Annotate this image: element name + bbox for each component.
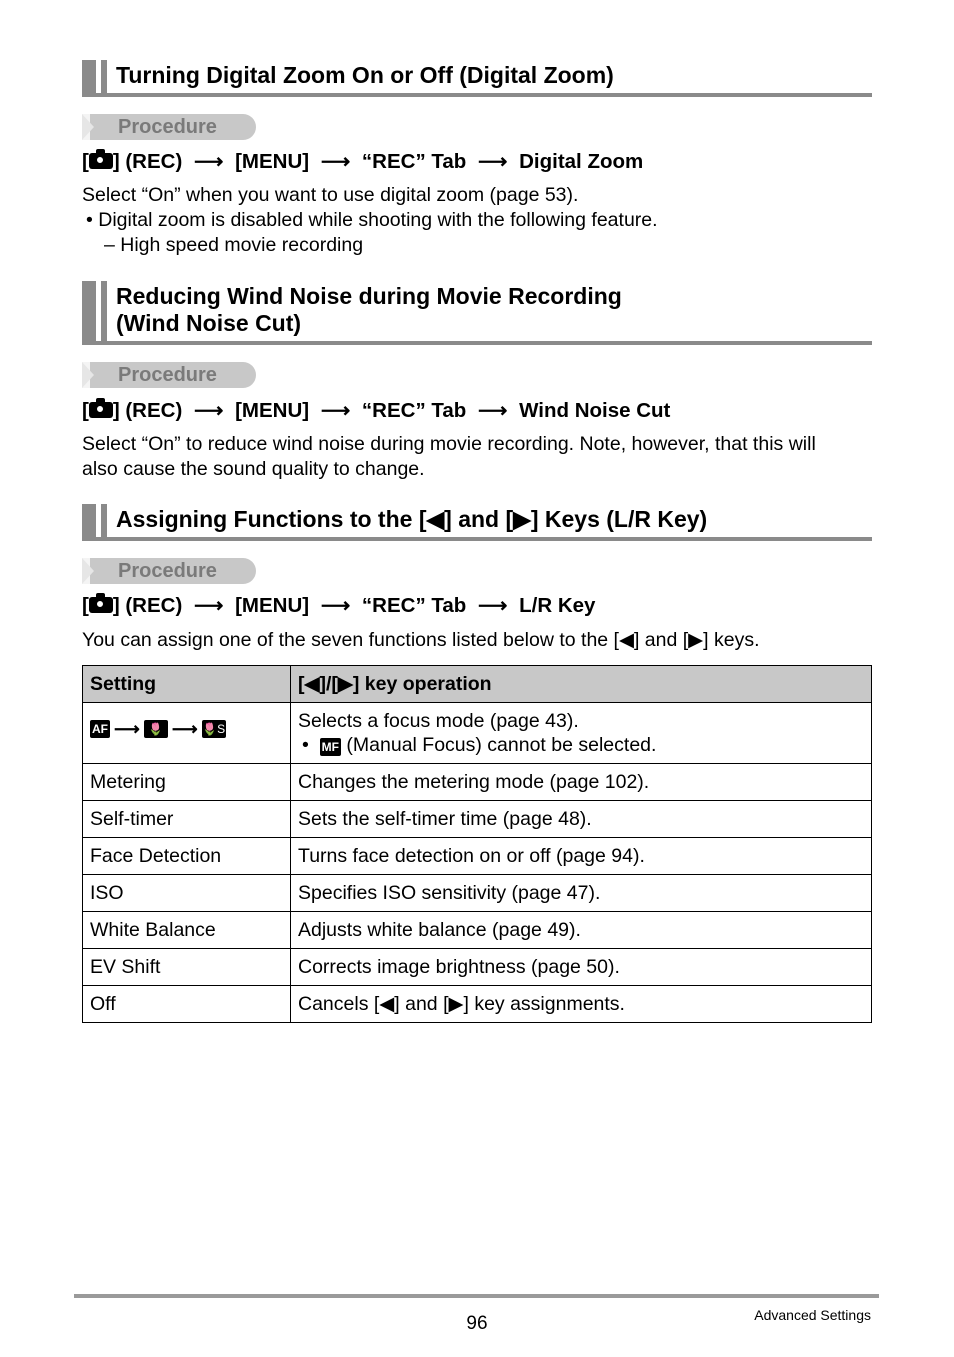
page-number: 96 xyxy=(466,1313,488,1334)
setting-cell: Self-timer xyxy=(83,801,291,838)
footer-divider xyxy=(74,1294,879,1298)
operation-cell: Sets the self-timer time (page 48). xyxy=(291,801,872,838)
af-icon: AF xyxy=(92,722,108,736)
section-title: Assigning Functions to the [◀] and [▶] Keys (L/R Key) xyxy=(116,506,708,532)
body-text: Select “On” to reduce wind noise during movie recording. Note, however, that this will also cause the sound quality to change. xyxy=(82,433,816,480)
menu-path: [ ] (REC) ⟶ [MENU] ⟶ “REC” Tab ⟶ L/R Key xyxy=(82,594,596,617)
procedure-badge: Procedure xyxy=(82,362,256,388)
camera-icon xyxy=(89,402,113,418)
table-row xyxy=(83,703,872,764)
table-header-row xyxy=(83,666,872,703)
procedure-badge: Procedure xyxy=(82,558,256,584)
operation-cell: Adjusts white balance (page 49). xyxy=(291,912,872,949)
section-heading-lr-key xyxy=(82,504,872,541)
dash-text: – High speed movie recording xyxy=(104,234,364,256)
operation-cell: Changes the metering mode (page 102). xyxy=(291,764,872,801)
footer-section-label: Advanced Settings xyxy=(754,1307,871,1323)
menu-path: [ ] (REC) ⟶ [MENU] ⟶ “REC” Tab ⟶ Digital Zoom xyxy=(82,150,644,173)
setting-cell: White Balance xyxy=(83,912,291,949)
focus-mode-description: Selects a focus mode (page 43). • MF (Manual Focus) cannot be selected. xyxy=(291,703,872,764)
setting-cell: Face Detection xyxy=(83,838,291,875)
body-text: You can assign one of the seven functions listed below to the [◀] and [▶] keys. xyxy=(82,629,760,651)
header-operation: [◀]/[▶] key operation xyxy=(291,666,872,703)
section-title: Turning Digital Zoom On or Off (Digital Zoom) xyxy=(116,62,614,88)
table-row xyxy=(83,838,872,875)
section-heading-digital-zoom xyxy=(82,60,872,97)
section-heading-wind-noise xyxy=(82,281,872,345)
table-row xyxy=(83,912,872,949)
body-text: Select “On” when you want to use digital zoom (page 53). xyxy=(82,184,579,206)
bullet-text: • Digital zoom is disabled while shooting with the following feature. xyxy=(86,209,658,231)
focus-mode-icons: AF ⟶ 🌷 ⟶ 🌷S xyxy=(83,703,291,764)
camera-icon xyxy=(89,153,113,169)
table-row xyxy=(83,801,872,838)
setting-cell: Off xyxy=(83,986,291,1023)
table-row xyxy=(83,875,872,912)
table-row xyxy=(83,986,872,1023)
operation-cell: Turns face detection on or off (page 94). xyxy=(291,838,872,875)
menu-path: [ ] (REC) ⟶ [MENU] ⟶ “REC” Tab ⟶ Wind Noise Cut xyxy=(82,399,671,422)
header-setting: Setting xyxy=(83,666,291,703)
procedure-badge: Procedure xyxy=(82,114,256,140)
operation-cell: Specifies ISO sensitivity (page 47). xyxy=(291,875,872,912)
setting-cell: ISO xyxy=(83,875,291,912)
setting-cell: Metering xyxy=(83,764,291,801)
operation-cell: Cancels [◀] and [▶] key assignments. xyxy=(291,986,872,1023)
camera-icon xyxy=(89,597,113,613)
mf-icon: MF xyxy=(321,740,339,754)
setting-cell: EV Shift xyxy=(83,949,291,986)
table-row xyxy=(83,949,872,986)
table-row xyxy=(83,764,872,801)
super-macro-icon: 🌷S xyxy=(202,722,226,736)
operation-cell: Corrects image brightness (page 50). xyxy=(291,949,872,986)
lr-key-table xyxy=(82,665,872,1023)
section-title: Reducing Wind Noise during Movie Recording (Wind Noise Cut) xyxy=(116,283,622,336)
macro-icon: 🌷 xyxy=(144,720,168,738)
